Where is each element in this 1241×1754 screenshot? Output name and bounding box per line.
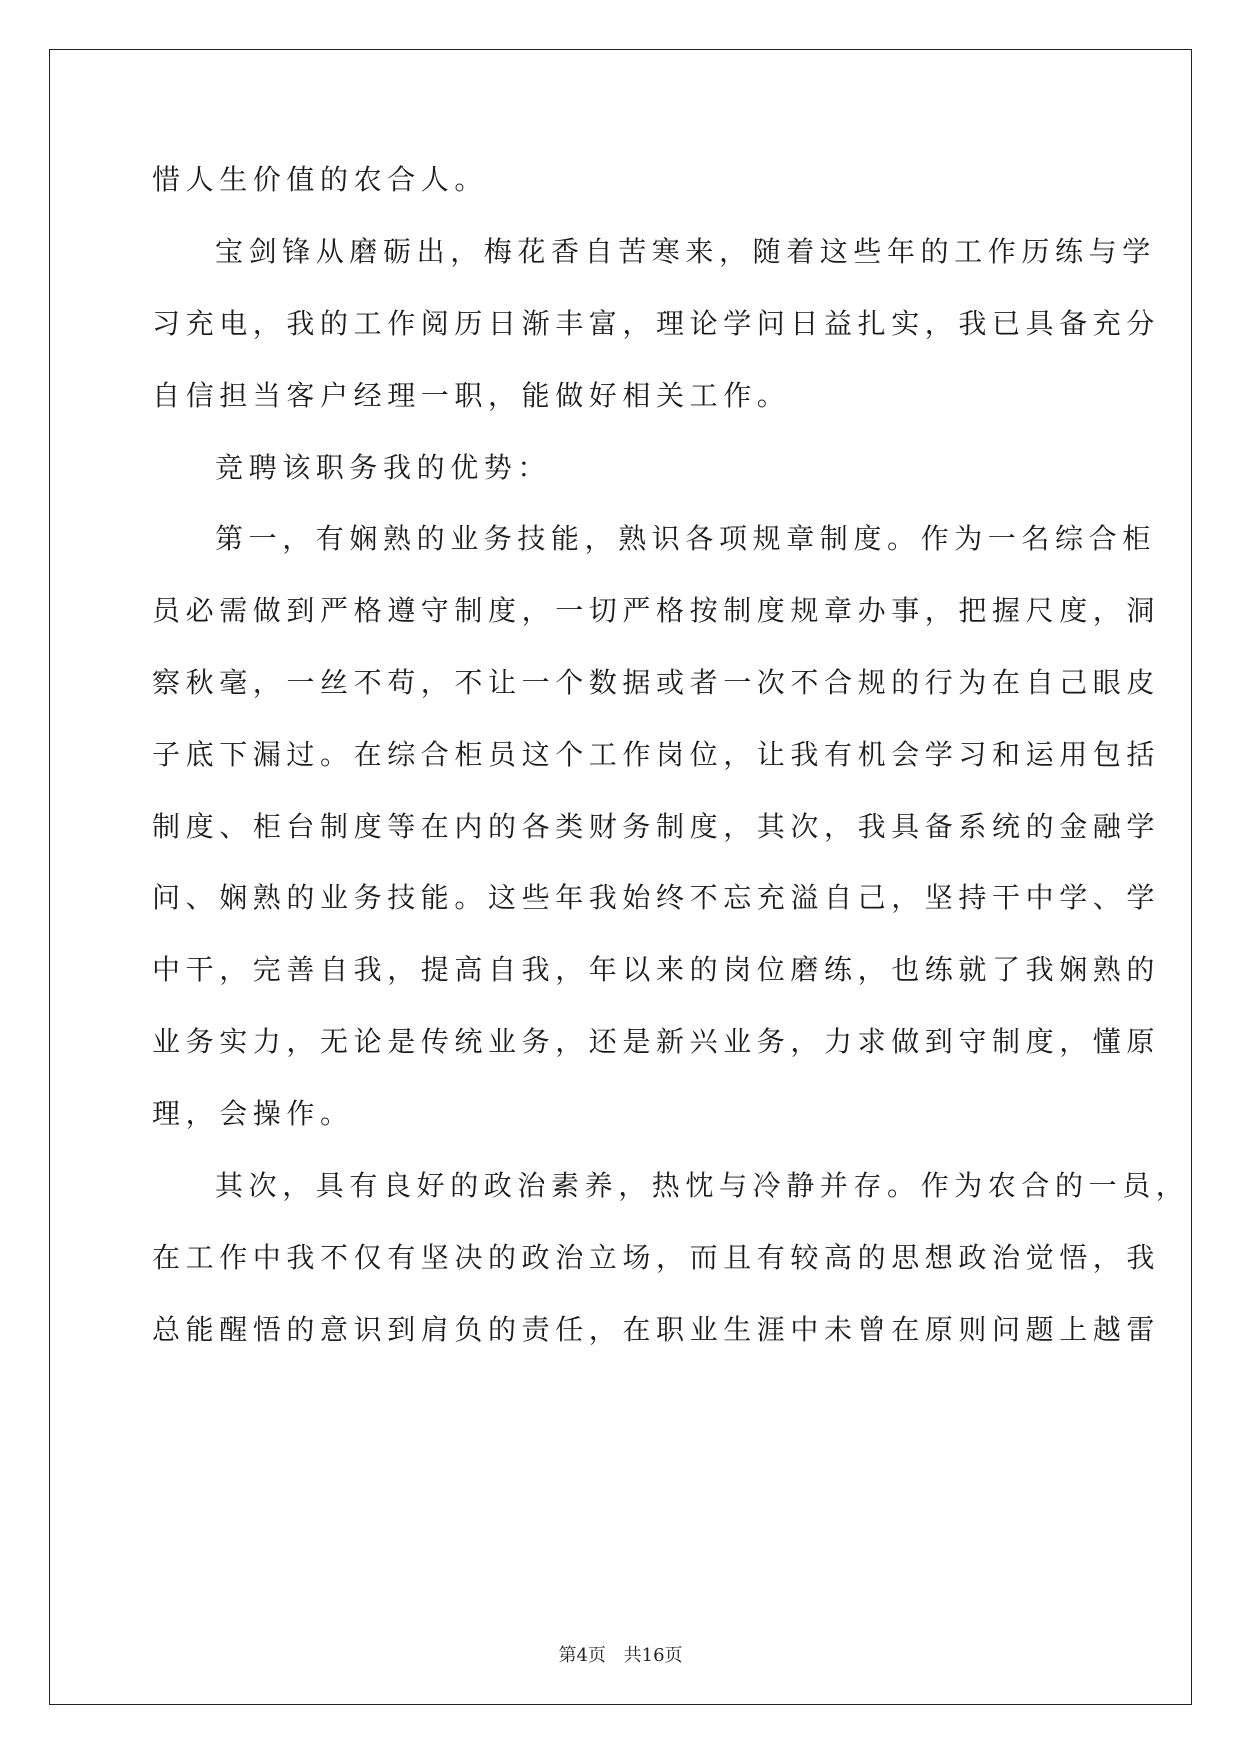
text-line: 惜人生价值的农合人。 xyxy=(152,163,489,196)
text-line: 业务实力，无论是传统业务，还是新兴业务，力求做到守制度，懂原 xyxy=(152,1025,1161,1058)
text-line: 制度、柜台制度等在内的各类财务制度，其次，我具备系统的金融学 xyxy=(152,810,1161,843)
text-line: 员必需做到严格遵守制度，一切严格按制度规章办事，把握尺度，洞 xyxy=(152,594,1161,627)
text-line: 理，会操作。 xyxy=(152,1097,354,1130)
page-footer xyxy=(0,1641,1241,1667)
text-line: 察秋毫，一丝不苟，不让一个数据或者一次不合规的行为在自己眼皮 xyxy=(152,666,1161,699)
page-border xyxy=(49,49,1192,1705)
paragraph-line: 其次，具有良好的政治素养，热忱与冷静并存。作为农合的一员， xyxy=(215,1169,1190,1202)
text-line: 自信担当客户经理一职，能做好相关工作。 xyxy=(152,379,791,412)
text-line: 习充电，我的工作阅历日渐丰富，理论学问日益扎实，我已具备充分 xyxy=(152,307,1161,340)
paragraph-line: 竞聘该职务我的优势： xyxy=(215,451,552,484)
paragraph-line: 宝剑锋从磨砺出，梅花香自苦寒来，随着这些年的工作历练与学 xyxy=(215,235,1156,268)
text-line: 在工作中我不仅有坚决的政治立场，而且有较高的思想政治觉悟，我 xyxy=(152,1241,1161,1274)
paragraph-line: 第一，有娴熟的业务技能，熟识各项规章制度。作为一名综合柜 xyxy=(215,522,1156,555)
page-number: 第4页 xyxy=(558,1645,606,1666)
text-line: 问、娴熟的业务技能。这些年我始终不忘充溢自己，坚持干中学、学 xyxy=(152,881,1161,914)
text-line: 总能醒悟的意识到肩负的责任，在职业生涯中未曾在原则问题上越雷 xyxy=(152,1313,1161,1346)
page-total: 共16页 xyxy=(623,1645,683,1666)
text-line: 中干，完善自我，提高自我，年以来的岗位磨练，也练就了我娴熟的 xyxy=(152,953,1161,986)
text-line: 子底下漏过。在综合柜员这个工作岗位，让我有机会学习和运用包括 xyxy=(152,738,1161,771)
